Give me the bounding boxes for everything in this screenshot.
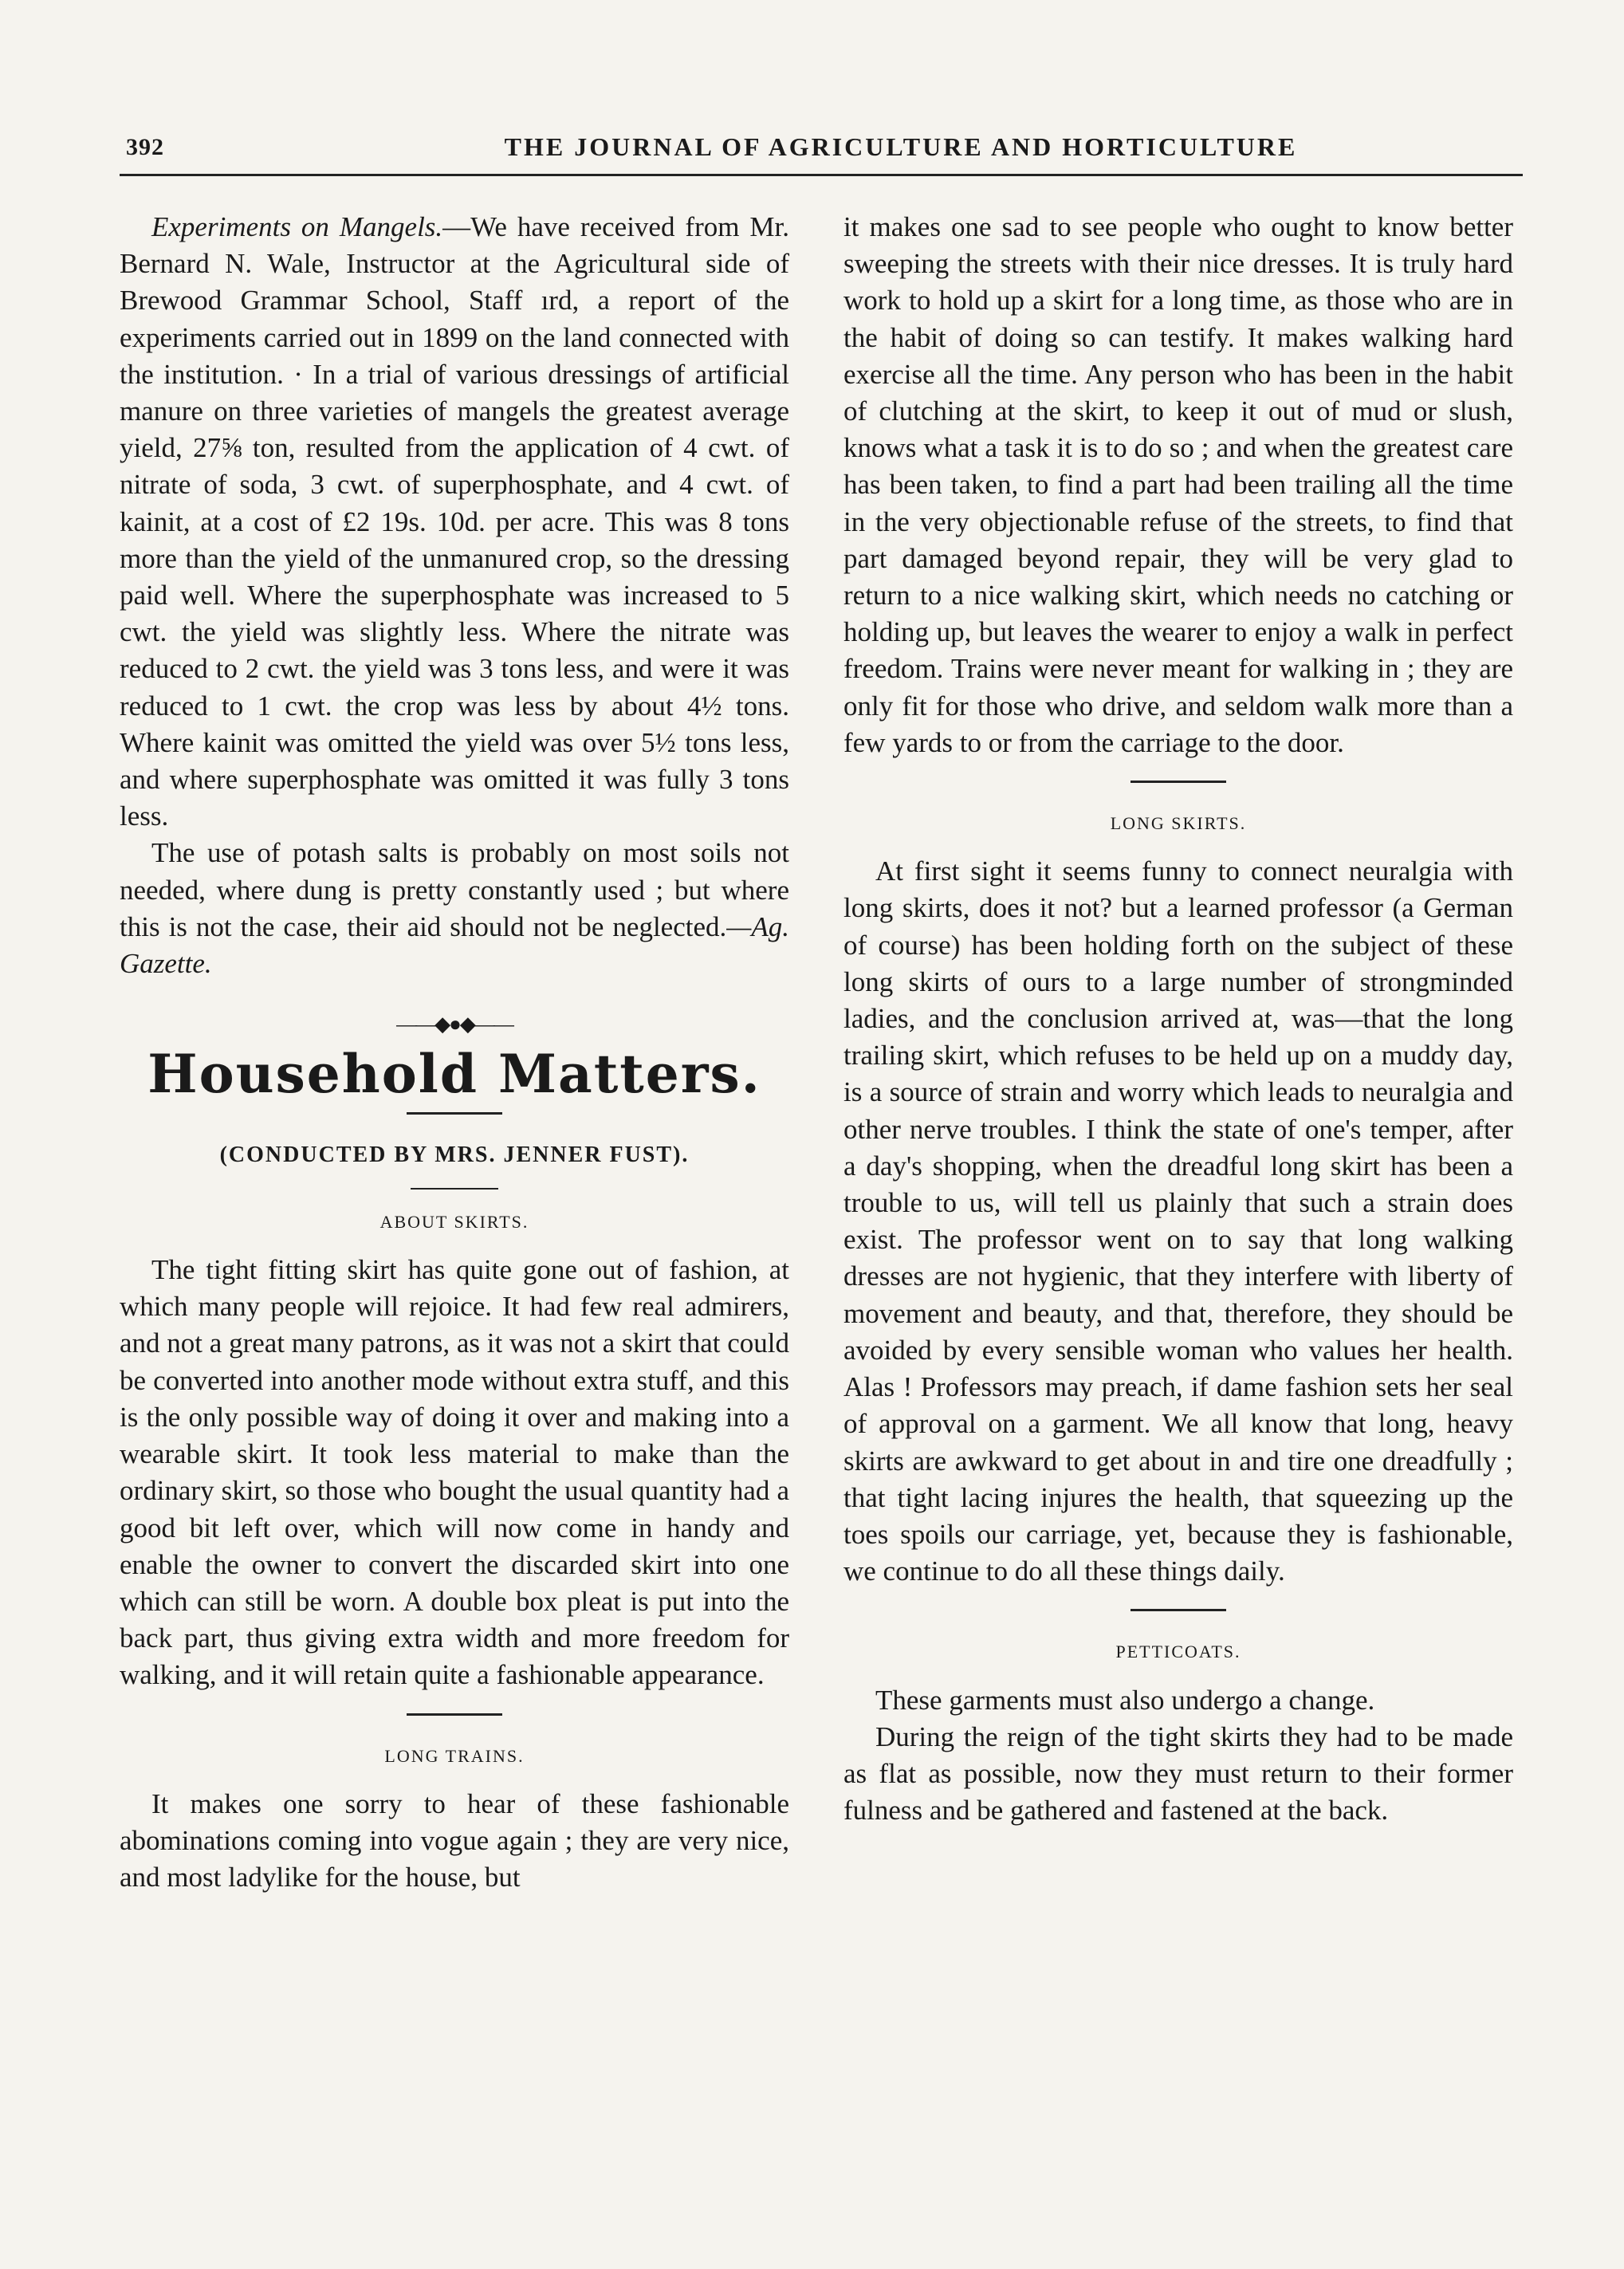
potash-source: —Ag. Gazette. bbox=[120, 910, 789, 980]
petticoats-paragraph-1: These garments must also undergo a change. bbox=[875, 1684, 1375, 1716]
section-rule bbox=[1131, 1609, 1226, 1611]
right-column bbox=[843, 209, 1513, 1829]
about-skirts-paragraph: The tight fitting skirt has quite gone out of fashion, at which many people will rejoice. It had few real admirers, and not a great many patrons, as it was not a skirt that could be converted into another mode without extra stuff, and this is the only possible way of doing it over and making into a wearable skirt. It took less material to make than the ordinary skirt, so those who bought the usual quantity had a good bit left over, which will now come in handy and enable the owner to convert the discarded skirt into one which can still be worn. A double box pleat is put into the back part, thus giving extra width and more freedom for walking, and it will retain quite a fashionable appearance. bbox=[120, 1254, 789, 1691]
ornament-divider: ——◆●◆—— bbox=[396, 1013, 513, 1036]
experiments-body: —We have received from Mr. Bernard N. Wale, Instructor at the Agricultural side of Brewood Grammar School, Staff ırd, a report of the experiments carried out in 1899 on the land connected with the institution. · In a trial of various dressings of artificial manure on three varieties of mangels the greatest average yield, 27⅝ ton, resulted from the application of 4 cwt. of nitrate of soda, 3 cwt. of superphosphate, and 4 cwt. of kainit, at a cost of £2 19s. 10d. per acre. This was 8 tons more than the yield of the unmanured crop, so the dressing paid well. Where the superphosphate was increased to 5 cwt. the yield was slightly less. Where the nitrate was reduced to 2 cwt. the yield was 3 tons less, and were it was reduced to 1 cwt. the crop was less by about 4½ tons. Where kainit was omitted the yield was over 5½ tons less, and where superphosphate was omitted it was fully 3 tons less. bbox=[120, 211, 790, 832]
section-rule bbox=[407, 1713, 502, 1716]
potash-paragraph bbox=[120, 835, 789, 982]
page-number: 392 bbox=[126, 134, 164, 160]
section-rule bbox=[411, 1188, 498, 1190]
petticoats-paragraph-2: During the reign of the tight skirts they had to be made as flat as possible, now they must return to their former fulness and be gathered and fastened at the back. bbox=[843, 1720, 1513, 1827]
left-column bbox=[120, 209, 789, 1896]
long-skirts-paragraph: At first sight it seems funny to connect neuralgia with long skirts, does it not? but a learned professor (a German of course) has been holding forth on the subject of these long skirts of ours to a large number of strongminded ladies, and the conclusion arrived at, was—that the long trailing skirt, which refuses to be held up on a muddy day, is a source of strain and worry which leads to neuralgia and other nerve troubles. I think the state of one's temper, after a day's shopping, when the dreadful long skirt has been a trouble to us, will tell us plainly that such a strain does exist. The professor went on to say that long walking dresses are not hygienic, that they interfere with liberty of movement and beauty, and that, therefore, they should be avoided by every sensible woman who values her health. Alas ! Professors may preach, if dame fashion sets her seal of approval on a garment. We all know that long, heavy skirts are awkward to get about in and tire one dreadfully ; that tight lacing injures the health, that squeezing up the toes spoils our carriage, yet, because they is fashionable, we continue to do all these things daily. bbox=[843, 855, 1513, 1587]
about-skirts-heading: ABOUT SKIRTS. bbox=[379, 1211, 529, 1232]
running-title: THE JOURNAL OF AGRICULTURE AND HORTICULTURE bbox=[504, 132, 1298, 161]
long-skirts-heading: LONG SKIRTS. bbox=[1110, 813, 1247, 834]
experiments-lead: Experiments on Mangels. bbox=[151, 211, 443, 242]
long-trains-heading: LONG TRAINS. bbox=[384, 1745, 525, 1766]
page-header bbox=[120, 128, 1523, 175]
potash-body: The use of potash salts is probably on most soils not needed, where dung is pretty constantly used ; but where this is not the case, their aid should not be neglected. bbox=[120, 837, 789, 942]
household-title: Household Matters. bbox=[147, 1043, 761, 1106]
long-trains-paragraph: It makes one sorry to hear of these fashionable abominations coming into vogue again ; they are very nice, and most ladylike for the house, but bbox=[120, 1787, 789, 1893]
section-rule bbox=[407, 1112, 502, 1115]
header-rule bbox=[120, 174, 1523, 176]
experiments-paragraph bbox=[120, 209, 789, 835]
section-rule bbox=[1131, 781, 1226, 783]
trains-continued-paragraph: it makes one sad to see people who ought to know better sweeping the streets with their nice dresses. It is truly hard work to hold up a skirt for a long time, as those who are in the habit of doing so can testify. It makes walking hard exercise all the time. Any person who has been in the habit of clutching at the skirt, to keep it out of mud or slush, knows what a task it is to do so ; and when the greatest care has been taken, to find a part had been trailing all the time in the very objectionable refuse of the streets, to find that part damaged beyond repair, they will be very glad to return to a nice walking skirt, which needs no catching or holding up, but leaves the wearer to enjoy a walk in perfect freedom. Trains were never meant for walking in ; they are only fit for those who drive, and seldom walk more than a few yards to or from the carriage to the door. bbox=[843, 211, 1513, 758]
petticoats-heading: PETTICOATS. bbox=[1115, 1642, 1241, 1662]
conducted-by: (CONDUCTED BY MRS. JENNER FUST). bbox=[219, 1142, 690, 1167]
